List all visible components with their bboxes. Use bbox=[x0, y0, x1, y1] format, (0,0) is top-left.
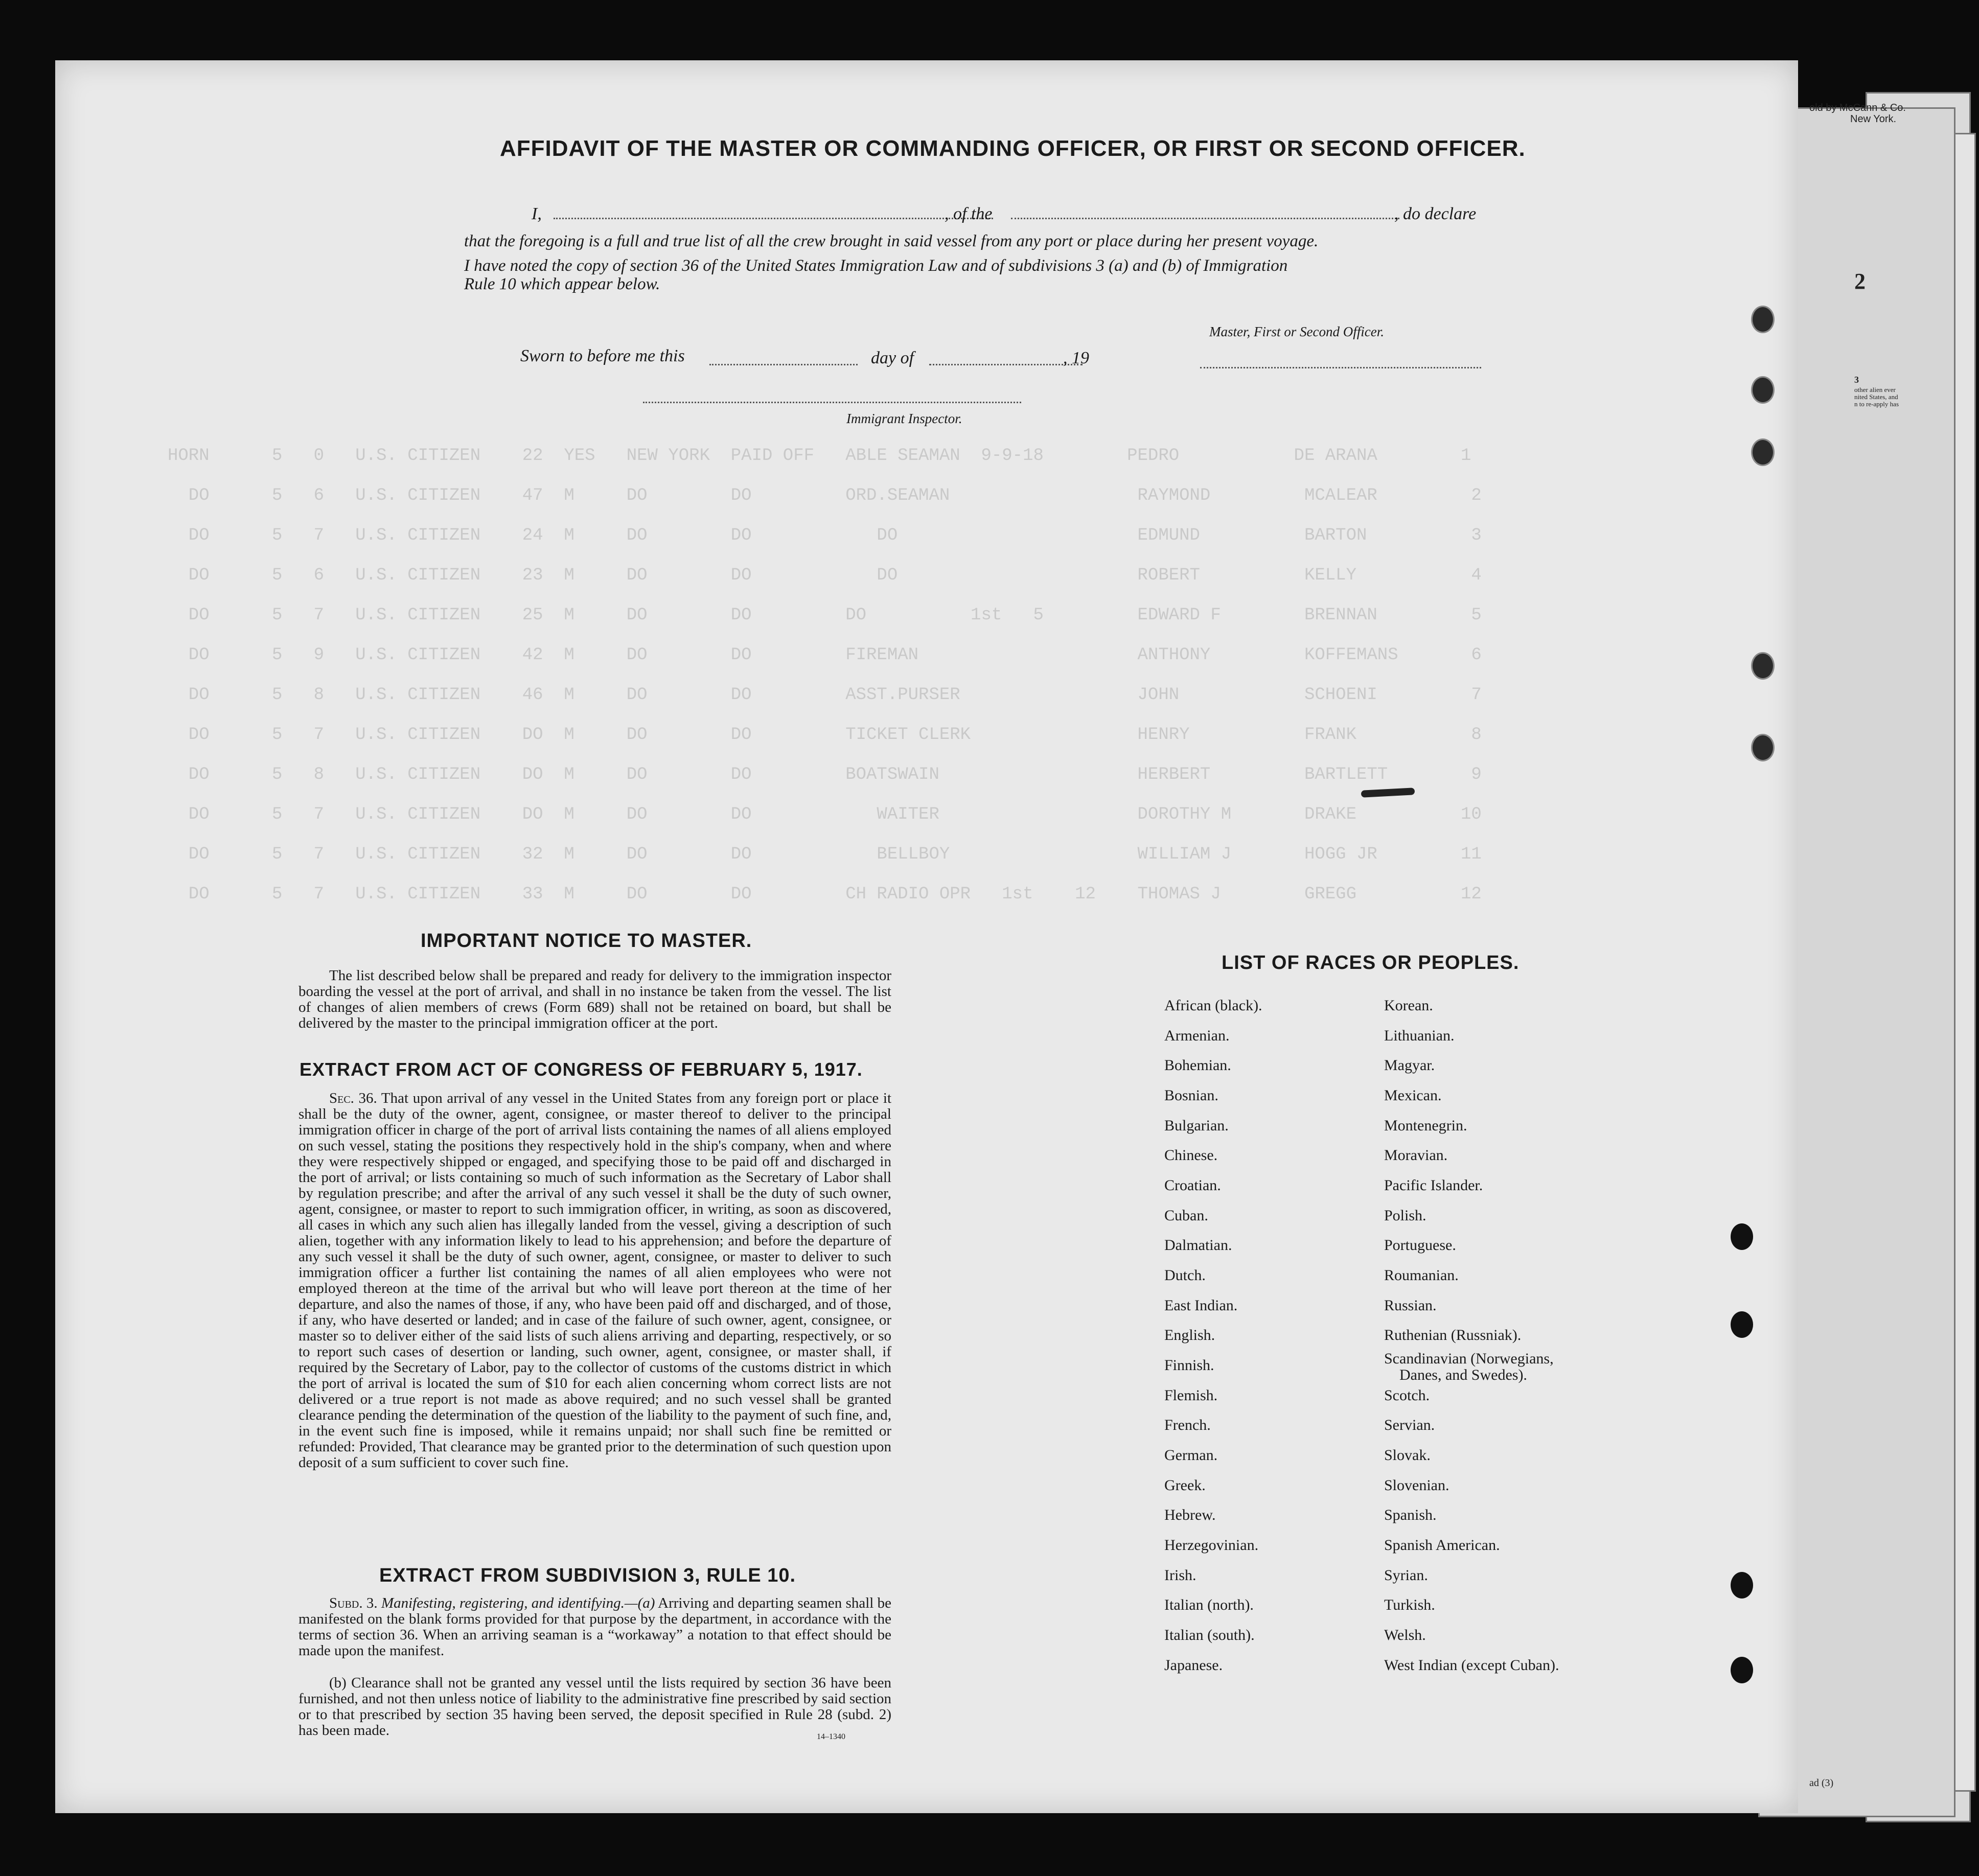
race-item: Russian. bbox=[1384, 1297, 1437, 1314]
race-item: Welsh. bbox=[1384, 1627, 1426, 1643]
ghost-row: DO 5 8 U.S. CITIZEN DO M DO DO BOATSWAIN HERBERT BARTLETT 9 bbox=[168, 765, 1482, 784]
ghost-row: DO 5 7 U.S. CITIZEN 24 M DO DO DO EDMUND BARTON 3 bbox=[168, 526, 1482, 545]
master-label: Master, First or Second Officer. bbox=[1209, 324, 1384, 339]
race-item: Ruthenian (Russniak). bbox=[1384, 1327, 1522, 1344]
race-item: Herzegovinian. bbox=[1164, 1537, 1259, 1554]
edge-notes: other alien ever nited States, and n to re-apply has bbox=[1854, 386, 1899, 408]
race-item: Moravian. bbox=[1384, 1147, 1448, 1164]
notice-text: The list described below shall be prepared and ready for delivery to the immigration inspector boarding the vessel at the port of arrival, and shall in no instance be taken from the vessel. The list of changes of alien members of crews (Form 689) shall not be retained on board, but shall be delivered by the master to the principal immigration officer at the port. bbox=[298, 967, 891, 1031]
year-text: , 19 bbox=[1063, 349, 1089, 367]
affidavit-statement: that the foregoing is a full and true list of all the crew brought in said vessel from any port or place during her present voyage. bbox=[464, 232, 1319, 250]
race-item: Japanese. bbox=[1164, 1657, 1223, 1674]
races-title: LIST OF RACES OR PEOPLES. bbox=[1222, 952, 1520, 974]
race-item: French. bbox=[1164, 1417, 1211, 1433]
binder-hole bbox=[1751, 652, 1775, 680]
race-item: Hebrew. bbox=[1164, 1507, 1216, 1523]
binder-hole bbox=[1731, 1657, 1753, 1683]
race-item: African (black). bbox=[1164, 997, 1262, 1014]
race-item: Irish. bbox=[1164, 1567, 1196, 1584]
race-item: Magyar. bbox=[1384, 1057, 1435, 1074]
ghost-row: DO 5 6 U.S. CITIZEN 23 M DO DO DO ROBERT KELLY 4 bbox=[168, 566, 1482, 585]
extract-act-body bbox=[298, 1091, 891, 1471]
ghost-row: DO 5 7 U.S. CITIZEN 25 M DO DO DO 1st 5 EDWARD F BRENNAN 5 bbox=[168, 606, 1482, 625]
binder-hole bbox=[1751, 734, 1775, 761]
sheet-number: 2 bbox=[1854, 269, 1866, 294]
affidavit-declare: , do declare bbox=[1394, 204, 1477, 223]
ghost-row: DO 5 8 U.S. CITIZEN 46 M DO DO ASST.PURSER JOHN SCHOENI 7 bbox=[168, 685, 1482, 705]
race-item: Armenian. bbox=[1164, 1027, 1230, 1044]
ghost-row: DO 5 9 U.S. CITIZEN 42 M DO DO FIREMAN ANTHONY KOFFEMANS 6 bbox=[168, 645, 1482, 665]
extract-rule-title: EXTRACT FROM SUBDIVISION 3, RULE 10. bbox=[379, 1565, 796, 1586]
race-item: Servian. bbox=[1384, 1417, 1435, 1433]
form-number: 14–1340 bbox=[817, 1732, 845, 1741]
race-item: Mexican. bbox=[1384, 1087, 1442, 1104]
race-item: Dutch. bbox=[1164, 1267, 1206, 1284]
affidavit-title: AFFIDAVIT OF THE MASTER OR COMMANDING OFFICER, OR FIRST OR SECOND OFFICER. bbox=[500, 136, 1526, 161]
race-item: West Indian (except Cuban). bbox=[1384, 1657, 1559, 1674]
manifest-page bbox=[55, 60, 1798, 1813]
race-item: Finnish. bbox=[1164, 1357, 1214, 1374]
affidavit-of-the: , of the bbox=[945, 204, 993, 223]
ghost-row: DO 5 6 U.S. CITIZEN 47 M DO DO ORD.SEAMAN RAYMOND MCALEAR 2 bbox=[168, 486, 1482, 505]
subdivision-text-a: Arriving and departing seamen shall be manifested on the blank forms provided for that purpose by the department, in accordance with the terms of section 36. When an arriving seaman is a “workaway” a notation to that effect should be made upon the manifest. bbox=[298, 1595, 892, 1659]
race-item: Flemish. bbox=[1164, 1387, 1218, 1404]
section-text: That upon arrival of any vessel in the United States from any foreign port or place it shall be the duty of the owner, agent, consignee, or master thereof to deliver to the principal immigration officer in charge of the port of arrival lists containing the names of all aliens employed on such vessel, stating the positions they respectively hold in the ship's company, when and where they were respectively shipped or engaged, and specifying those to be paid off and discharged in the port of arrival; or lists containing so much of such information as the Secretary of Labor shall by regulation prescribe; and after the arrival of any such vessel it shall be the duty of such owner, agent, consignee, or master to report to such immigration officer, in writing, as soon as discovered, all cases in which any such alien has illegally landed from the vessel, giving a description of such alien, together with any information likely to lead to his apprehension; and before the departure of any such vessel it shall be the duty of such owner, agent, consignee, or master to deliver to such immigration officer a further list containing the names of all alien employees who were not employed thereon at the time of the arrival but who will leave port thereon at the time of her departure, and also the names of those, if any, who have been paid off and discharged, and of those, if any, who have deserted or landed; and in case of the failure of such owner, agent, consignee, or master so to deliver either of the said lists of such aliens arriving and departing, respectively, or so to report such cases of desertion or landing, such owner, agent, consignee, or master shall, if required by the Secretary of Labor, pay to the collector of customs of the customs district in which the port of arrival is located the sum of $10 for each alien concerning whom correct lists are not delivered or a true report is not made as above required; and no such vessel shall be granted clearance pending the determination of the question of the liability to the payment of such fine, and, in the event such fine is imposed, while it remains unpaid; nor shall such fine be remitted or refunded: Provided, That clearance may be granted prior to the determination of such question upon deposit of a sum sufficient to cover such fine. bbox=[298, 1090, 891, 1471]
ghost-row: DO 5 7 U.S. CITIZEN DO M DO DO TICKET CLERK HENRY FRANK 8 bbox=[168, 725, 1482, 745]
name-blank-line bbox=[554, 218, 993, 219]
race-item: Cuban. bbox=[1164, 1207, 1208, 1224]
race-item: German. bbox=[1164, 1447, 1218, 1464]
subdivision-label: Subd. 3. bbox=[329, 1595, 378, 1611]
race-item: Turkish. bbox=[1384, 1596, 1435, 1613]
race-item: Italian (south). bbox=[1164, 1627, 1255, 1643]
binder-hole bbox=[1731, 1311, 1753, 1338]
race-item: Lithuanian. bbox=[1384, 1027, 1455, 1044]
signature-line bbox=[1200, 367, 1481, 368]
race-item: Slovenian. bbox=[1384, 1477, 1449, 1494]
race-item: East Indian. bbox=[1164, 1297, 1238, 1314]
day-of-text: day of bbox=[871, 349, 914, 367]
race-item: Scandinavian (Norwegians, bbox=[1384, 1350, 1554, 1367]
binder-hole bbox=[1751, 438, 1775, 466]
race-item: Korean. bbox=[1384, 997, 1433, 1014]
affidavit-rule: Rule 10 which appear below. bbox=[464, 275, 660, 293]
column-number: 3 bbox=[1854, 375, 1859, 385]
inspector-label: Immigrant Inspector. bbox=[846, 411, 962, 426]
publisher-imprint: old by McCann & Co. bbox=[1809, 102, 1906, 113]
race-item: Portuguese. bbox=[1384, 1237, 1456, 1254]
ink-smudge bbox=[1361, 788, 1415, 797]
ghost-row: DO 5 7 U.S. CITIZEN 33 M DO DO CH RADIO OPR 1st 12 THOMAS J GREGG 12 bbox=[168, 885, 1482, 904]
edge-bottom-label: ad (3) bbox=[1809, 1777, 1834, 1789]
race-item-continuation: Danes, and Swedes). bbox=[1399, 1367, 1527, 1383]
race-item: Spanish. bbox=[1384, 1507, 1437, 1523]
inspector-signature-line bbox=[643, 402, 1021, 403]
race-item: Chinese. bbox=[1164, 1147, 1218, 1164]
race-item: Bohemian. bbox=[1164, 1057, 1231, 1074]
binder-hole bbox=[1751, 306, 1775, 333]
affidavit-i: I, bbox=[532, 204, 542, 223]
month-blank-line bbox=[929, 364, 1083, 365]
race-item: English. bbox=[1164, 1327, 1215, 1344]
race-item: Polish. bbox=[1384, 1207, 1426, 1224]
ghost-row: HORN 5 0 U.S. CITIZEN 22 YES NEW YORK PAID OFF ABLE SEAMAN 9-9-18 PEDRO DE ARANA 1 bbox=[168, 446, 1471, 466]
vessel-blank-line bbox=[1011, 218, 1399, 219]
binder-hole bbox=[1751, 376, 1775, 404]
publisher-city: New York. bbox=[1850, 113, 1897, 125]
race-item: Bosnian. bbox=[1164, 1087, 1218, 1104]
notice-title: IMPORTANT NOTICE TO MASTER. bbox=[421, 930, 752, 952]
race-item: Croatian. bbox=[1164, 1177, 1221, 1194]
race-item: Roumanian. bbox=[1384, 1267, 1459, 1284]
race-item: Spanish American. bbox=[1384, 1537, 1500, 1554]
race-item: Scotch. bbox=[1384, 1387, 1430, 1404]
race-item: Dalmatian. bbox=[1164, 1237, 1232, 1254]
race-item: Bulgarian. bbox=[1164, 1117, 1229, 1134]
race-item: Italian (north). bbox=[1164, 1596, 1254, 1613]
race-item: Slovak. bbox=[1384, 1447, 1431, 1464]
ghost-row: DO 5 7 U.S. CITIZEN 32 M DO DO BELLBOY WILLIAM J HOGG JR 11 bbox=[168, 845, 1482, 864]
extract-act-title: EXTRACT FROM ACT OF CONGRESS OF FEBRUARY 5, 1917. bbox=[300, 1059, 863, 1080]
extract-rule-para-a bbox=[298, 1595, 891, 1659]
binder-hole bbox=[1731, 1223, 1753, 1250]
ghost-row: DO 5 7 U.S. CITIZEN DO M DO DO WAITER DOROTHY M DRAKE 10 bbox=[168, 805, 1482, 824]
sworn-text: Sworn to before me this bbox=[520, 346, 685, 365]
race-item: Montenegrin. bbox=[1384, 1117, 1467, 1134]
race-item: Greek. bbox=[1164, 1477, 1206, 1494]
race-item: Pacific Islander. bbox=[1384, 1177, 1483, 1194]
day-blank-line bbox=[709, 364, 858, 365]
extract-rule-para-b: (b) Clearance shall not be granted any vessel until the lists required by section 36 have been furnished, and not then unless notice of liability to the administrative fine prescribed by said section or to that prescribed by section 35 having been served, the deposit specified in Rule 28 (subd. 2) has been made. bbox=[298, 1675, 891, 1739]
subdivision-heading: Manifesting, registering, and identifying.—(a) bbox=[381, 1595, 655, 1611]
binder-hole bbox=[1731, 1572, 1753, 1599]
affidavit-notice: I have noted the copy of section 36 of the United States Immigration Law and of subdivisions 3 (a) and (b) of Immigration bbox=[464, 257, 1288, 275]
section-label: Sec. 36. bbox=[329, 1090, 377, 1106]
race-item: Syrian. bbox=[1384, 1567, 1428, 1584]
